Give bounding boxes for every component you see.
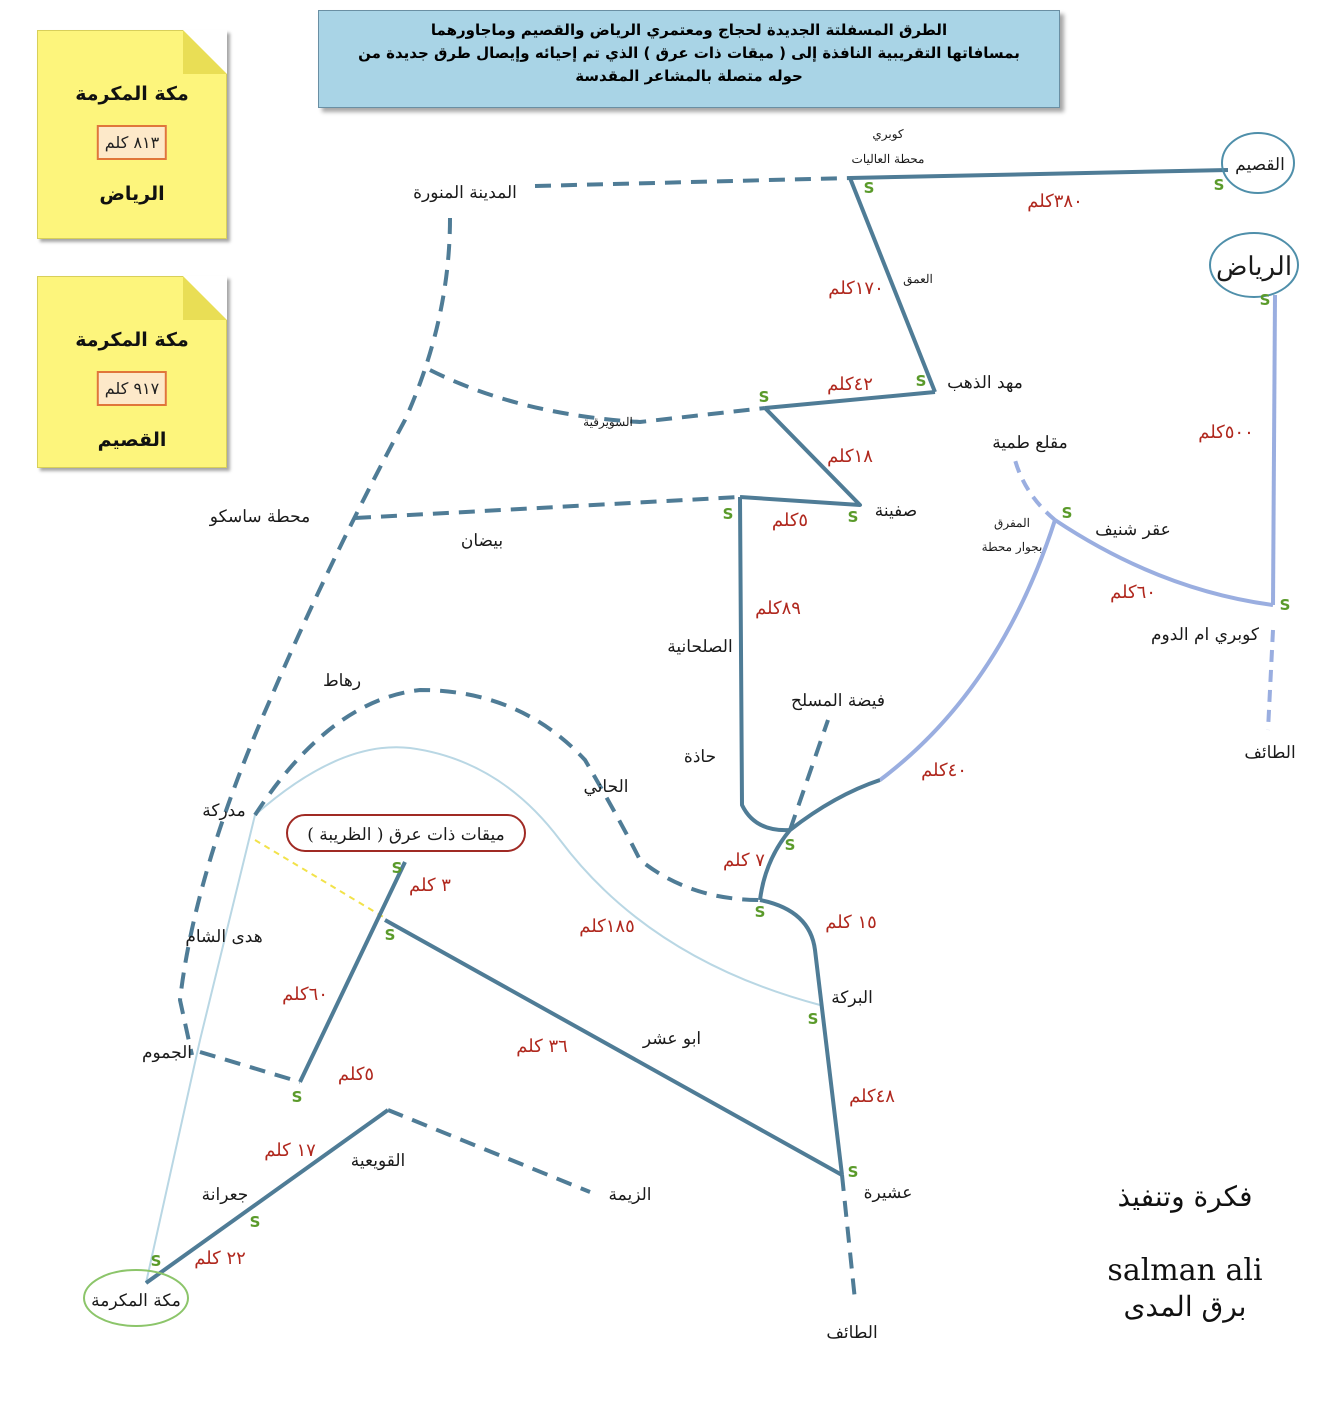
road-hadhah-east — [790, 780, 880, 830]
place-barakah: البركة — [831, 988, 873, 1008]
place-uqr: عقر شنيف — [1095, 520, 1171, 540]
station-marker: S — [391, 859, 403, 877]
place-jaranah: جعرانة — [201, 1185, 249, 1205]
station-marker: S — [915, 372, 927, 390]
distance-label: ٤٨كلم — [849, 1086, 895, 1107]
distance-label: ٥كلم — [771, 510, 809, 531]
place-huda: هدى الشام — [185, 927, 263, 947]
place-zaymah: الزيمة — [608, 1185, 652, 1205]
road-zaymah — [388, 1110, 590, 1192]
place-madinah: المدينة المنورة — [413, 183, 517, 203]
road-jaranah-makkah — [146, 1110, 388, 1283]
distance-label: ٢٢ كلم — [194, 1248, 246, 1269]
dashed-roads — [180, 178, 855, 1300]
road-sulhaniyah — [740, 497, 790, 830]
place-faydat: فيضة المسلح — [790, 691, 886, 711]
distance-label: ٤٢كلم — [827, 374, 873, 395]
note-distance: ٩١٧ كلم — [97, 371, 167, 406]
place-aliyat: محطة العاليات — [851, 152, 925, 166]
place-riyadh: الرياض — [1215, 252, 1293, 282]
road-qassim-aliyat — [850, 170, 1228, 178]
station-marker: S — [784, 836, 796, 854]
place-ushayrah: عشيرة — [863, 1183, 913, 1203]
distance-label: ١٨٥كلم — [579, 916, 635, 937]
station-marker: S — [847, 508, 859, 526]
station-marker: S — [1213, 176, 1225, 194]
station-marker: S — [847, 1163, 859, 1181]
station-marker: S — [722, 505, 734, 523]
road-sasko-baydan — [355, 497, 740, 518]
place-mufraq: المفرق — [994, 516, 1030, 530]
road-jumum-east — [200, 1052, 300, 1082]
place-jumum: الجموم — [141, 1043, 193, 1063]
note-destination: مكة المكرمة — [75, 83, 189, 105]
place-hadhah: حاذة — [683, 747, 717, 767]
note-destination: مكة المكرمة — [75, 329, 189, 351]
distance-label: ٧ كلم — [723, 850, 765, 871]
place-suwairqiyah: السويرقية — [583, 415, 633, 429]
road-madrakah-barakah — [255, 747, 820, 1005]
place-rahat: رهاط — [322, 671, 362, 691]
note-origin: القصيم — [97, 429, 167, 451]
place-mahd: مهد الذهب — [947, 373, 1023, 393]
road-faydat — [790, 720, 828, 830]
road-umdoom-taif — [1268, 630, 1273, 730]
station-marker: S — [1279, 596, 1291, 614]
place-sasko: محطة ساسكو — [209, 507, 311, 527]
place-abuashr: ابو عشر — [642, 1029, 702, 1049]
place-bijiwar: بجوار محطة — [981, 540, 1043, 554]
distance-label: ١٧ كلم — [264, 1140, 316, 1161]
distance-label: ٤٠كلم — [921, 760, 967, 781]
title-line-2: بمسافاتها التقريبية النافذة إلى ( ميقات ذات عرق ) الذي تم إحيائه وإيصال طرق جديدة من — [358, 44, 1020, 62]
station-marker: S — [1061, 504, 1073, 522]
credits-alias: برق المدى — [1123, 1290, 1247, 1323]
place-hani: الحاني — [583, 777, 629, 797]
place-uqlah: العمق — [903, 272, 933, 286]
station-marker: S — [863, 179, 875, 197]
station-marker: S — [249, 1213, 261, 1231]
station-marker: S — [1259, 291, 1271, 309]
riyadh-roads — [880, 295, 1275, 780]
distance-label: ٥٠٠كلم — [1198, 422, 1254, 443]
road-madinah-aliyat — [535, 178, 850, 186]
main-roads — [146, 170, 1228, 1283]
note-origin: الرياض — [99, 183, 165, 205]
place-taif-south: الطائف — [826, 1323, 878, 1343]
distance-label: ٣٦ كلم — [516, 1036, 568, 1057]
road-rahat-loop — [255, 690, 760, 900]
place-sulhaniyah: الصلحانية — [667, 637, 733, 657]
station-marker: S — [754, 903, 766, 921]
place-maqla: مقلع طمية — [992, 433, 1068, 453]
place-madrakah: مدركة — [202, 801, 246, 821]
place-safinah: صفينة — [874, 501, 918, 521]
note-distance: ٨١٣ كلم — [97, 125, 167, 160]
place-miqat: ميقات ذات عرق ( الظريبة ) — [307, 825, 505, 845]
place-baydan: بيضان — [460, 531, 504, 551]
road-miqat-west — [300, 862, 405, 1082]
distance-label: ٦٠كلم — [1110, 582, 1156, 603]
distance-label: ٣٨٠كلم — [1027, 191, 1083, 212]
road-ushayrah-taif — [842, 1175, 855, 1300]
station-marker: S — [291, 1088, 303, 1106]
distance-label: ٨٩كلم — [755, 598, 801, 619]
place-makkah: مكة المكرمة — [91, 1291, 181, 1311]
road-abuashr — [385, 920, 842, 1175]
place-kubri: كوبري — [872, 127, 904, 141]
distance-label: ٣ كلم — [409, 875, 451, 896]
station-marker: S — [758, 388, 770, 406]
place-umdoom: كوبري ام الدوم — [1151, 625, 1259, 645]
place-qassim: القصيم — [1235, 155, 1285, 175]
title-line-1: الطرق المسفلتة الجديدة لحجاج ومعتمري الرياض والقصيم وماجاورهما — [430, 21, 948, 39]
distance-label: ١٨كلم — [827, 446, 873, 467]
station-marker: S — [807, 1010, 819, 1028]
distance-label: ٦٠كلم — [282, 984, 328, 1005]
distance-label: ١٧٠كلم — [828, 278, 884, 299]
station-marker: S — [150, 1252, 162, 1270]
place-quwayiyah: القويعية — [350, 1151, 406, 1171]
credits-idea: فكرة وتنفيذ — [1117, 1180, 1253, 1213]
title-line-3: حوله متصلة بالمشاعر المقدسة — [575, 67, 803, 85]
station-marker: S — [384, 926, 396, 944]
road-barakah-ushayrah — [760, 900, 842, 1175]
distance-label: ١٥ كلم — [825, 912, 877, 933]
distance-label: ٥كلم — [337, 1064, 375, 1085]
place-taif-east: الطائف — [1244, 743, 1296, 763]
credits — [1090, 1180, 1280, 1323]
road-riyadh-umdoom — [1273, 295, 1275, 605]
road-uqr-maqla — [1015, 460, 1055, 520]
road-uqr-south — [880, 520, 1055, 780]
credits-author: salman ali — [1107, 1253, 1263, 1288]
